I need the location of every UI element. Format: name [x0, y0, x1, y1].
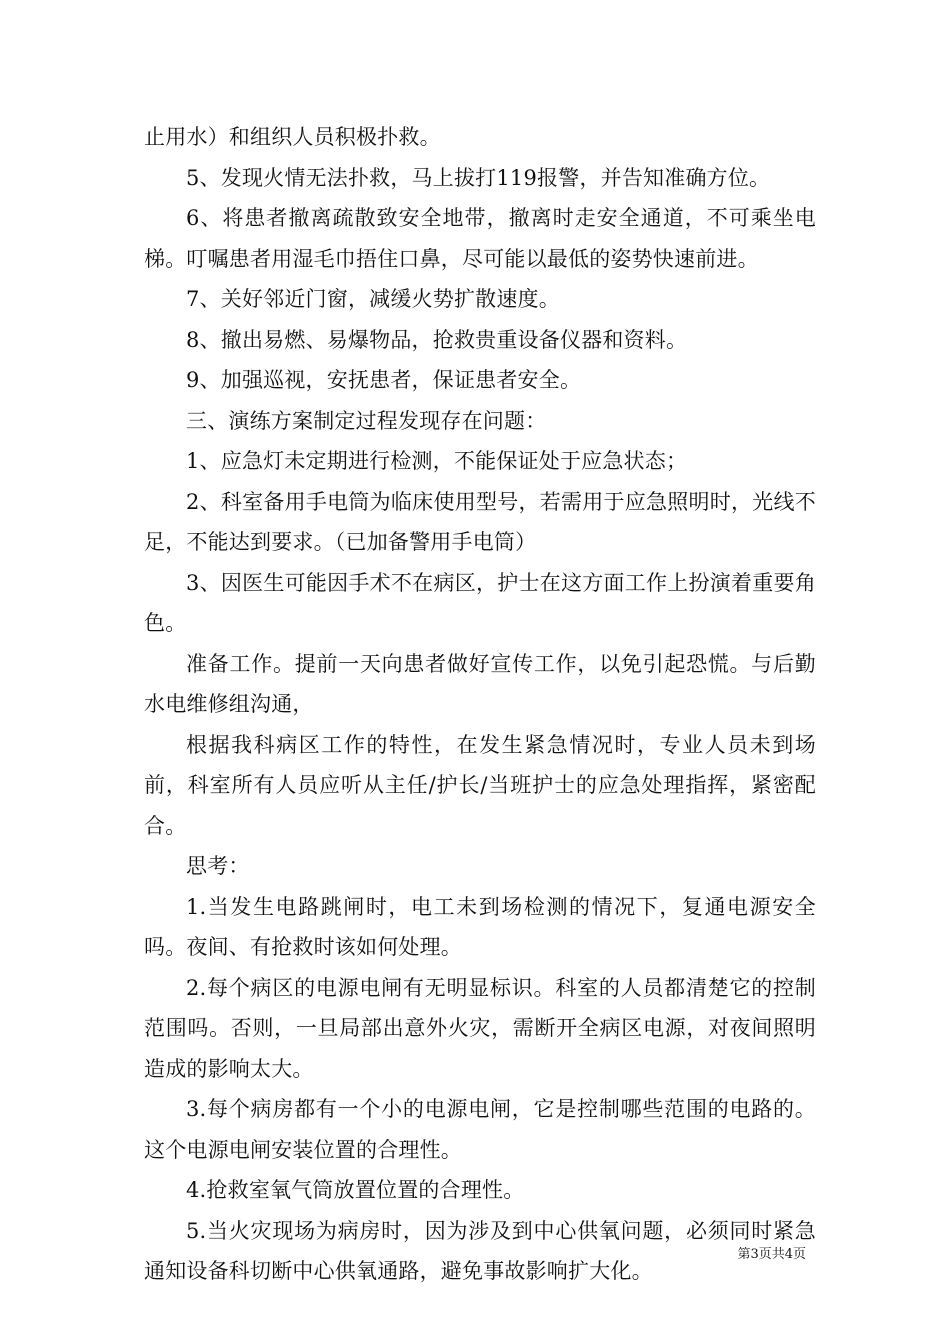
thinking-item-5: 5.当火灾现场为病房时，因为涉及到中心供氧问题，必须同时紧急通知设备科切断中心供氧通路，避免事故影响扩大化。 [144, 1218, 816, 1283]
thinking-item-1: 1.当发生电路跳闸时，电工未到场检测的情况下，复通电源安全吗。夜间、有抢救时该如何处理。 [144, 894, 816, 959]
paragraph-item-7: 7、关好邻近门窗，减缓火势扩散速度。 [186, 287, 560, 311]
thinking-item-2: 2.每个病区的电源电闸有无明显标识。科室的人员都清楚它的控制范围吗。否则，一旦局部出意外火灾，需断开全病区电源，对夜间照明造成的影响太大。 [144, 975, 816, 1081]
section-heading-thinking: 思考： [186, 854, 250, 878]
thinking-item-3: 3.每个病房都有一个小的电源电闸，它是控制哪些范围的电路的。这个电源电闸安装位置的合理性。 [144, 1097, 816, 1162]
section-heading-problems: 三、演练方案制定过程发现存在问题： [186, 408, 547, 433]
document-body [144, 117, 816, 1292]
paragraph-preparation: 准备工作。提前一天向患者做好宣传工作，以免引起恐慌。与后勤水电维修组沟通， [144, 651, 816, 716]
paragraph-item-6: 6、将患者撤离疏散致安全地带，撤离时走安全通道，不可乘坐电梯。叮嘱患者用湿毛巾捂住口鼻，尽可能以最低的姿势快速前进。 [144, 206, 816, 271]
paragraph-item-5: 5、发现火情无法扑救，马上拔打119报警，并告知准确方位。 [186, 165, 771, 190]
problem-item-2: 2、科室备用手电筒为临床使用型号，若需用于应急照明时，光线不足，不能达到要求。（已加备警用手电筒） [144, 489, 816, 554]
problem-item-3: 3、因医生可能因手术不在病区，护士在这方面工作上扮演着重要角色。 [144, 570, 816, 635]
paragraph-item-8: 8、撤出易燃、易爆物品，抢救贵重设备仪器和资料。 [186, 327, 688, 352]
problem-item-1: 1、应急灯未定期进行检测，不能保证处于应急状态； [186, 449, 688, 473]
paragraph-continuation: 止用水）和组织人员积极扑救。 [144, 125, 441, 149]
paragraph-item-9: 9、加强巡视，安抚患者，保证患者安全。 [186, 368, 582, 392]
thinking-item-4: 4.抢救室氧气筒放置位置的合理性。 [186, 1178, 525, 1202]
paragraph-department-characteristics: 根据我科病区工作的特性，在发生紧急情况时，专业人员未到场前，科室所有人员应听从主任/护长/当班护士的应急处理指挥，紧密配合。 [144, 732, 816, 838]
page-number-footer: 第3页共4页 [737, 1247, 806, 1262]
